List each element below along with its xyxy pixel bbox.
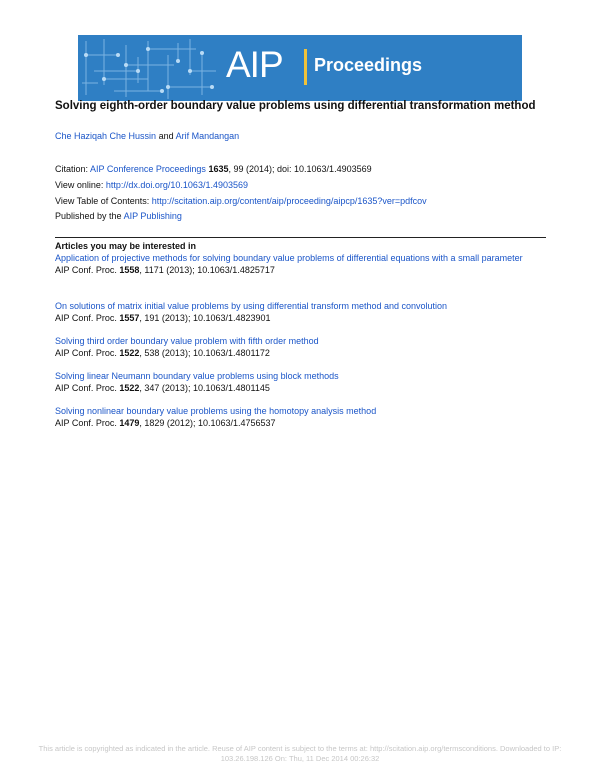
ref-volume: 1522 bbox=[119, 383, 140, 393]
logo-accent-bar bbox=[304, 49, 307, 85]
related-article-link[interactable]: Solving linear Neumann boundary value problems using block methods bbox=[55, 371, 339, 381]
author-link-1[interactable]: Che Haziqah Che Hussin bbox=[55, 131, 157, 141]
footer-line-2: 103.26.198.126 On: Thu, 11 Dec 2014 00:26:32 bbox=[220, 754, 380, 763]
interest-heading: Articles you may be interested in bbox=[55, 241, 197, 251]
ref-prefix: AIP Conf. Proc. bbox=[55, 348, 120, 358]
citation-line bbox=[55, 164, 372, 174]
citation-volume: 1635 bbox=[208, 164, 229, 174]
ref-prefix: AIP Conf. Proc. bbox=[55, 418, 120, 428]
publisher-link[interactable]: AIP Publishing bbox=[123, 211, 182, 221]
ref-rest: , 1171 (2013); 10.1063/1.4825717 bbox=[139, 265, 275, 275]
toc-line bbox=[55, 196, 427, 206]
ref-rest: , 347 (2013); 10.1063/1.4801145 bbox=[139, 383, 270, 393]
view-online-label: View online: bbox=[55, 180, 106, 190]
publisher-label: Published by the bbox=[55, 211, 124, 221]
divider bbox=[55, 237, 546, 238]
toc-link[interactable]: http://scitation.aip.org/content/aip/proceeding/aipcp/1635?ver=pdfcov bbox=[151, 196, 427, 206]
aip-proceedings-banner bbox=[78, 35, 522, 101]
toc-label: View Table of Contents: bbox=[55, 196, 152, 206]
ref-prefix: AIP Conf. Proc. bbox=[55, 265, 120, 275]
ref-prefix: AIP Conf. Proc. bbox=[55, 383, 120, 393]
related-article-link[interactable]: Solving third order boundary value problem with fifth order method bbox=[55, 336, 319, 346]
authors bbox=[55, 131, 239, 141]
citation-rest: , 99 (2014); doi: 10.1063/1.4903569 bbox=[228, 164, 372, 174]
ref-prefix: AIP Conf. Proc. bbox=[55, 313, 120, 323]
author-joiner: and bbox=[156, 131, 176, 141]
circuit-pattern-icon bbox=[78, 35, 218, 101]
author-link-2[interactable]: Arif Mandangan bbox=[175, 131, 240, 141]
ref-volume: 1522 bbox=[119, 348, 140, 358]
related-article bbox=[55, 406, 545, 429]
aip-logo-text: AIP bbox=[226, 44, 283, 85]
journal-link[interactable]: AIP Conference Proceedings bbox=[90, 164, 206, 174]
ref-rest: , 1829 (2012); 10.1063/1.4756537 bbox=[139, 418, 276, 428]
citation-label: Citation: bbox=[55, 164, 91, 174]
publisher-line bbox=[55, 211, 182, 221]
doi-link[interactable]: http://dx.doi.org/10.1063/1.4903569 bbox=[105, 180, 248, 190]
related-article bbox=[55, 336, 545, 359]
ref-volume: 1557 bbox=[119, 313, 140, 323]
article-title: Solving eighth-order boundary value problems using differential transformation method bbox=[55, 100, 536, 112]
view-online-line bbox=[55, 180, 248, 190]
ref-volume: 1479 bbox=[119, 418, 140, 428]
related-article bbox=[55, 301, 545, 324]
copyright-footer bbox=[30, 744, 570, 764]
related-article-link[interactable]: Solving nonlinear boundary value problems using the homotopy analysis method bbox=[55, 406, 377, 416]
related-article-link[interactable]: Application of projective methods for solving boundary value problems of differential equations with a small parameter bbox=[55, 253, 523, 263]
related-article bbox=[55, 253, 545, 276]
ref-volume: 1558 bbox=[119, 265, 140, 275]
related-article bbox=[55, 371, 545, 394]
footer-line-1: This article is copyrighted as indicated in the article. Reuse of AIP content is subject to the terms at: http://scitation.aip.org/termsconditions. Downloaded to IP: bbox=[38, 744, 562, 753]
proceedings-logo-text: Proceedings bbox=[314, 55, 423, 75]
ref-rest: , 191 (2013); 10.1063/1.4823901 bbox=[139, 313, 271, 323]
related-article-link[interactable]: On solutions of matrix initial value problems by using differential transform method and convolution bbox=[55, 301, 448, 311]
ref-rest: , 538 (2013); 10.1063/1.4801172 bbox=[139, 348, 270, 358]
